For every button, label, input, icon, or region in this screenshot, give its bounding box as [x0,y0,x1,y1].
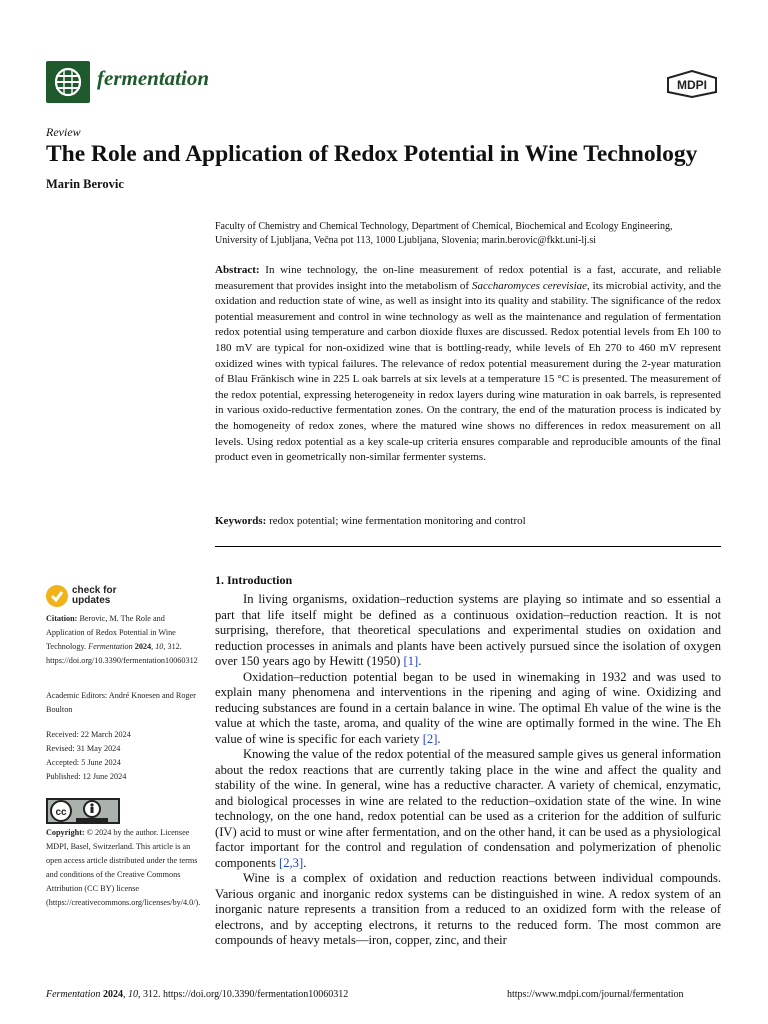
paragraph-3-text: Knowing the value of the redox potential of the measured sample gives us general information about the redox reactions that are currently taking place in the wine and affect the quality and stability of the wine. In general, wine has a reductive character. A variety of chemical, enzymatic, and biological processes in wine are related to the reduction–oxidation state of the wine. In wine technology, on the one hand, redox potential can be used as a criterion for the addition of sulfuric (IV) acid to must or wine after fermentation, and on the other hand, it can be used as a physiological factor important for the control and regulation of condensation and polymerization of phenolic components [215,747,721,870]
cc-by-badge[interactable] [46,798,120,824]
abstract [215,263,721,466]
editors-names: André Knoesen and Roger Boulton [46,691,196,714]
copyright-block [46,826,201,910]
article-title: The Role and Application of Redox Potential in Wine Technology [46,141,698,167]
affiliation-line-2: University of Ljubljana, Večna pot 113, 1000 Ljubljana, Slovenia; marin.berovic@fkkt.uni-lj.si [215,235,597,246]
citation-journal: Fermentation [88,642,133,651]
footer-journal: Fermentation [46,989,101,1000]
keywords-text: redox potential; wine fermentation monitoring and control [269,515,526,527]
keywords-label: Keywords: [215,515,267,527]
citation-year: 2024 [134,642,152,651]
date-accepted: Accepted: 5 June 2024 [46,758,121,767]
check-line-1: check for [72,585,117,596]
abstract-label: Abstract: [215,264,260,276]
ref-1-link[interactable]: [1] [403,654,419,668]
author-name[interactable]: Marin Berovic [46,177,124,191]
footer-doi[interactable]: , 312. https://doi.org/10.3390/fermentation10060312 [137,989,349,1000]
affiliation-line-1: Faculty of Chemistry and Chemical Technology, Department of Chemical, Biochemical and Ecology Engineering, [215,221,673,232]
academic-editors [46,689,198,717]
paragraph-1: In living organisms, oxidation–reduction systems are playing so intimate and so essential a part that life itself might be defined as a continuous oxidation–reduction reaction. It is not surprising, therefore, that theoretical speculations and experimental studies on oxidation and reduction processes in animals and plants have been actively pursued since the isolation of oxygen over 150 years ago by Hewitt (1950) [1]. [215,592,721,668]
mdpi-logo[interactable] [666,70,718,98]
ref-2-link[interactable]: [2] [422,731,438,746]
citation-pages: , 312. [163,642,182,651]
copyright-label: Copyright: [46,828,85,837]
paragraph-2: Oxidation–reduction potential began to be used in winemaking in 1932 and was used to explain many phenomena and interventions in the ripening and aging of wine. Oxidizing and reducing substances are found in a certain balance in wine. The optimal Eh value of the wine is the value at which the taste, aroma, and quality of the wine are optimally formed in the wine. The Eh value of wine is specific for each variety [2]. [215,669,721,746]
date-revised: Revised: 31 May 2024 [46,744,121,753]
footer-year: 2024 [102,989,123,1000]
abstract-text-2: , its microbial activity, and the oxidation and reduction state of wine, as well as insight into its quality and stability. The significance of the redox potential measurement and control in wine technology as well as the maintenance and regulation of fermentation redox potential using temperature and carbon dioxide fluxes are discussed. Redox potential levels from Eh 100 to 180 mV are typical for non-oxidized wine that is bottling-ready, while levels of Eh 270 to 460 mV represent oxidized wines with typical failures. The relevance of redox potential measurement during the 2-year maturation of Blau Fränkisch wine in 225 L oak barrels at six levels at a temperature 15 °C is presented. The measurement of the redox potential, expressing heterogeneity in redox layers during wine maturation in oak barrels, is represented in various oxido-reductive fermentation zones. On the contrary, the end of the maturation process is indicated by the homogeneity of redox zones, where the matured wine shows no differences in redox measurement on all levels. Using redox potential as a key scale-up criteria ensures comparable and reproducible amounts of the final product even in geometrically non-similar fermenter systems. [215,279,721,464]
footer-volume: 10 [127,989,138,1000]
citation-volume: 10 [155,642,164,651]
check-line-2: updates [72,595,111,606]
date-received: Received: 22 March 2024 [46,730,131,739]
check-for-updates-button[interactable] [46,584,116,608]
citation-doi[interactable]: https://doi.org/10.3390/fermentation10060312 [46,656,198,665]
paragraph-3: Knowing the value of the redox potential of the measured sample gives us general information about the redox reactions that are currently taking place in the wine and affect the quality and stability of the wine. In general, wine has a reductive character. A variety of chemical, enzymatic, and biological processes in wine are related to the reduction–oxidation state of the wine. In wine technology, on the one hand, redox potential can be used as a criterion for the addition of sulfuric (IV) acid to must or wine after fermentation, and on the other hand, it can be used as a physiological factor important for the control and regulation of condensation and polymerization of phenolic components [2,3]. [215,747,721,870]
footer-citation: Fermentation 2024, 10, 312. https://doi.org/10.3390/fermentation10060312 [46,989,349,1000]
svg-text:cc: cc [55,807,67,818]
abstract-species: Saccharomyces cerevisiae [471,279,588,292]
article-type: Review [46,125,81,139]
copyright-text: © 2024 by the author. Licensee MDPI, Basel, Switzerland. This article is an open access article distributed under the terms and conditions of the Creative Commons Attribution (CC BY) license (https://creativecommons.org/licenses/by/4.0/). [46,828,201,907]
abstract-text-1: In wine technology, the on-line measurement of redox potential is a fast, accurate, and reliable measurement that provides insight into the metabolism of [215,264,721,292]
footer-journal-url[interactable]: https://www.mdpi.com/journal/fermentation [507,989,684,1000]
citation-label: Citation: [46,614,78,623]
ref-2-3-link[interactable]: [2,3] [279,855,304,870]
editors-label: Academic Editors: [46,691,108,700]
keywords [215,514,721,529]
body-text [215,592,721,949]
paragraph-4: Wine is a complex of oxidation and reduction reactions between individual compounds. Various organic and inorganic redox systems can be distinguished in wine. A redox system of an inorganic nature represents a transition from a reduced to an oxidized form with the release of electrons, and by accepting electrons, it returns to the reduced form. The most common are compounds of heavy metals—iron, copper, zinc, and their [215,871,721,947]
barrel-icon [46,61,90,103]
journal-logo [46,61,90,103]
paragraph-2-text: Oxidation–reduction potential began to be used in winemaking in 1932 and was used to explain many phenomena and interventions in the ripening and aging of wine. Oxidizing and reducing substances are found in a certain balance in wine. The optimal Eh value of the wine is the value at which the taste, aroma, and quality of the wine are optimally formed in the wine. The Eh value of wine is specific for each variety [215,669,721,746]
dates-block [46,728,198,784]
citation-block: Citation: Berovic, M. The Role and Application of Redox Potential in Wine Technology. Fermentation 2024, 10, 312. https://doi.org/10.3390/fermentation10060312 [46,614,198,665]
check-icon [46,585,68,607]
publisher-name: MDPI [677,78,707,92]
section-heading: 1. Introduction [215,573,293,587]
citation-text: Berovic, M. The Role and Application of Redox Potential in Wine Technology. [46,614,176,651]
journal-name[interactable]: fermentation [97,66,210,90]
paragraph-1-text: In living organisms, oxidation–reduction systems are playing so intimate and so essential a part that life itself might be defined as a continuous oxidation–reduction reaction. It is not surprising, therefore, that theoretical speculations and experimental studies on oxidation and reduction processes in animals and plants have been actively pursued since the isolation of oxygen over 150 years ago by Hewitt (1950) [215,592,721,668]
date-published: Published: 12 June 2024 [46,772,127,781]
affiliation [215,220,725,248]
divider [215,546,721,547]
